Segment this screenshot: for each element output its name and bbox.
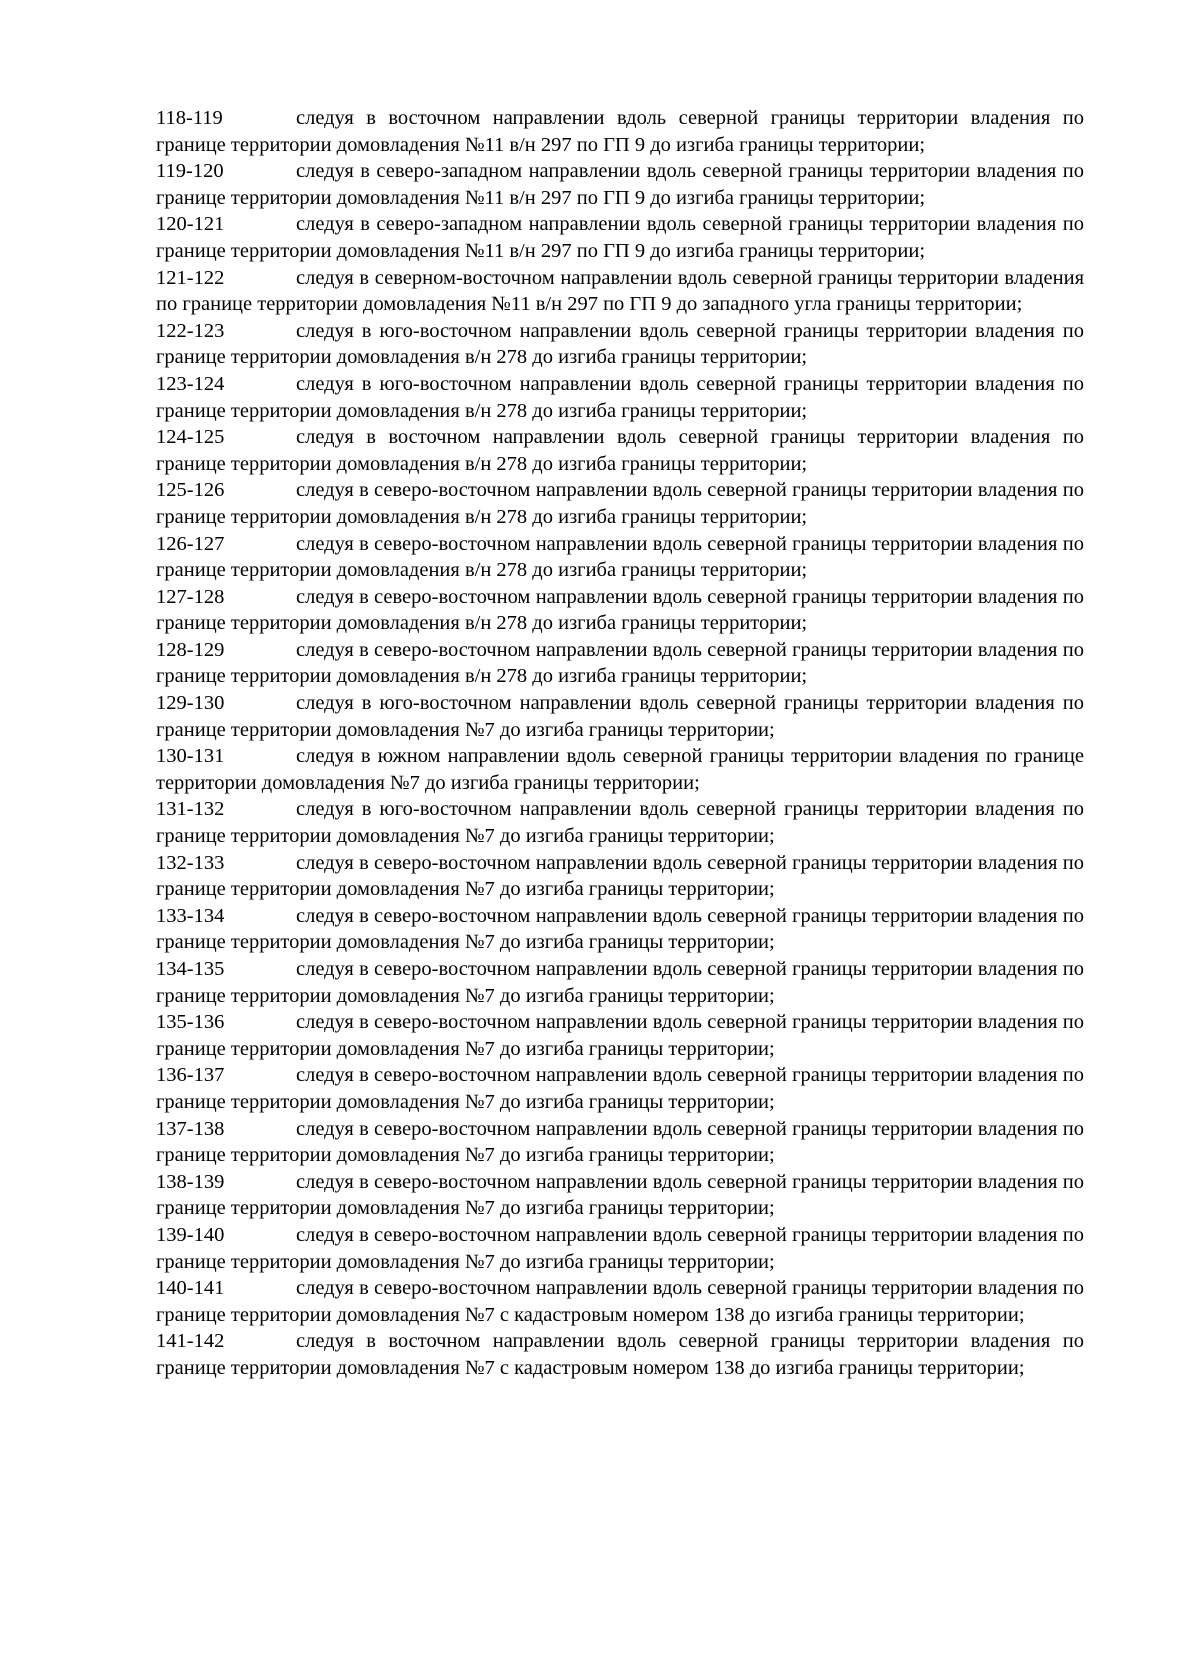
segment-description: следуя в северо-восточном направлении вдоль северной границы территории владения по границе территории домовладения в/н 278 до изгиба границы территории; [156, 479, 1084, 528]
boundary-entry-135-136 [156, 1009, 1084, 1062]
segment-description: следуя в юго-восточном направлении вдоль северной границы территории владения по границе территории домовладения №7 до изгиба границы территории; [156, 692, 1084, 741]
segment-range: 118-119 [156, 107, 223, 129]
segment-description: следуя в юго-восточном направлении вдоль северной границы территории владения по границе территории домовладения №7 до изгиба границы территории; [156, 798, 1084, 848]
segment-description: следуя в восточном направлении вдоль северной границы территории владения по границе территории домовладения №7 с кадастровым номером 138 до изгиба границы территории; [156, 1330, 1084, 1379]
boundary-entry-120-121 [156, 211, 1084, 264]
segment-description: следуя в юго-восточном направлении вдоль северной границы территории владения по границе территории домовладения в/н 278 до изгиба границы территории; [156, 319, 1084, 369]
segment-range: 121-122 [156, 266, 225, 289]
boundary-entry-127-128 [156, 584, 1084, 637]
segment-range: 132-133 [156, 851, 225, 874]
segment-description: следуя в северо-восточном направлении вдоль северной границы территории владения по границе территории домовладения №7 до изгиба границы территории; [156, 1011, 1084, 1060]
boundary-entry-140-141 [156, 1275, 1084, 1328]
boundary-entry-141-142 [156, 1328, 1084, 1381]
segment-description: следуя в восточном направлении вдоль северной границы территории владения по границе территории домовладения №11 в/н 297 по ГП 9 до изгиба границы территории; [156, 107, 1084, 156]
boundary-entry-128-129 [156, 637, 1084, 690]
boundary-entry-137-138 [156, 1116, 1084, 1169]
segment-description: следуя в северо-восточном направлении вдоль северной границы территории владения по границе территории домовладения в/н 278 до изгиба границы территории; [156, 585, 1084, 635]
segment-range: 130-131 [156, 745, 225, 768]
segment-range: 123-124 [156, 372, 225, 395]
segment-description: следуя в северо-восточном направлении вдоль северной границы территории владения по границе территории домовладения №7 до изгиба границы территории; [156, 904, 1084, 954]
segment-description: следуя в северо-восточном направлении вдоль северной границы территории владения по границе территории домовладения №7 с кадастровым номером 138 до изгиба границы территории; [156, 1277, 1084, 1326]
boundary-entry-122-123 [156, 318, 1084, 371]
boundary-entry-133-134 [156, 903, 1084, 956]
boundary-entry-132-133 [156, 850, 1084, 903]
segment-description: следуя в северо-восточном направлении вдоль северной границы территории владения по границе территории домовладения №7 до изгиба границы территории; [156, 1170, 1084, 1220]
boundary-entry-125-126 [156, 477, 1084, 530]
segment-range: 120-121 [156, 213, 225, 236]
boundary-entry-123-124 [156, 371, 1084, 424]
segment-description: следуя в северо-восточном направлении вдоль северной границы территории владения по границе территории домовладения №7 до изгиба границы территории; [156, 958, 1084, 1007]
boundary-entry-126-127 [156, 531, 1084, 584]
segment-description: следуя в юго-восточном направлении вдоль северной границы территории владения по границе территории домовладения в/н 278 до изгиба границы территории; [156, 372, 1084, 422]
segment-description: следуя в северо-восточном направлении вдоль северной границы территории владения по границе территории домовладения №7 до изгиба границы территории; [156, 851, 1084, 901]
boundary-entry-121-122 [156, 265, 1084, 318]
boundary-entry-134-135 [156, 956, 1084, 1009]
segment-description: следуя в северо-восточном направлении вдоль северной границы территории владения по границе территории домовладения в/н 278 до изгиба границы территории; [156, 638, 1084, 688]
segment-range: 135-136 [156, 1011, 225, 1034]
segment-range: 137-138 [156, 1117, 225, 1140]
segment-range: 122-123 [156, 319, 225, 342]
boundary-entry-118-119 [156, 105, 1084, 158]
segment-range: 119-120 [156, 160, 224, 183]
boundary-entry-119-120 [156, 158, 1084, 211]
segment-description: следуя в южном направлении вдоль северной границы территории владения по границе территории домовладения №7 до изгиба границы территории; [156, 745, 1084, 794]
segment-description: следуя в северо-восточном направлении вдоль северной границы территории владения по границе территории домовладения №7 до изгиба границы территории; [156, 1064, 1084, 1113]
segment-range: 141-142 [156, 1330, 225, 1353]
boundary-entry-124-125 [156, 424, 1084, 477]
segment-range: 129-130 [156, 692, 225, 715]
segment-range: 133-134 [156, 904, 225, 927]
boundary-entry-139-140 [156, 1222, 1084, 1275]
boundary-description-list [156, 105, 1084, 1382]
segment-range: 126-127 [156, 532, 225, 555]
boundary-entry-136-137 [156, 1062, 1084, 1115]
segment-range: 139-140 [156, 1223, 225, 1246]
segment-description: следуя в северо-западном направлении вдоль северной границы территории владения по границе территории домовладения №11 в/н 297 по ГП 9 до изгиба границы территории; [156, 213, 1084, 262]
segment-description: следуя в северо-западном направлении вдоль северной границы территории владения по границе территории домовладения №11 в/н 297 по ГП 9 до изгиба границы территории; [156, 160, 1084, 209]
segment-description: следуя в северо-восточном направлении вдоль северной границы территории владения по границе территории домовладения №7 до изгиба границы территории; [156, 1223, 1084, 1273]
segment-range: 128-129 [156, 638, 225, 661]
segment-description: следуя в северном-восточном направлении вдоль северной границы территории владения по границе территории домовладения №11 в/н 297 по ГП 9 до западного угла границы территории; [156, 266, 1084, 316]
segment-range: 125-126 [156, 479, 225, 502]
segment-range: 127-128 [156, 585, 225, 608]
boundary-entry-130-131 [156, 743, 1084, 796]
boundary-entry-138-139 [156, 1169, 1084, 1222]
segment-range: 140-141 [156, 1277, 225, 1300]
segment-description: следуя в северо-восточном направлении вдоль северной границы территории владения по границе территории домовладения №7 до изгиба границы территории; [156, 1117, 1084, 1167]
boundary-entry-129-130 [156, 690, 1084, 743]
boundary-entry-131-132 [156, 796, 1084, 849]
segment-range: 138-139 [156, 1170, 225, 1193]
segment-description: следуя в северо-восточном направлении вдоль северной границы территории владения по границе территории домовладения в/н 278 до изгиба границы территории; [156, 532, 1084, 582]
segment-range: 131-132 [156, 798, 225, 821]
segment-range: 136-137 [156, 1064, 225, 1087]
segment-description: следуя в восточном направлении вдоль северной границы территории владения по границе территории домовладения в/н 278 до изгиба границы территории; [156, 426, 1084, 475]
segment-range: 134-135 [156, 958, 225, 980]
segment-range: 124-125 [156, 426, 225, 449]
